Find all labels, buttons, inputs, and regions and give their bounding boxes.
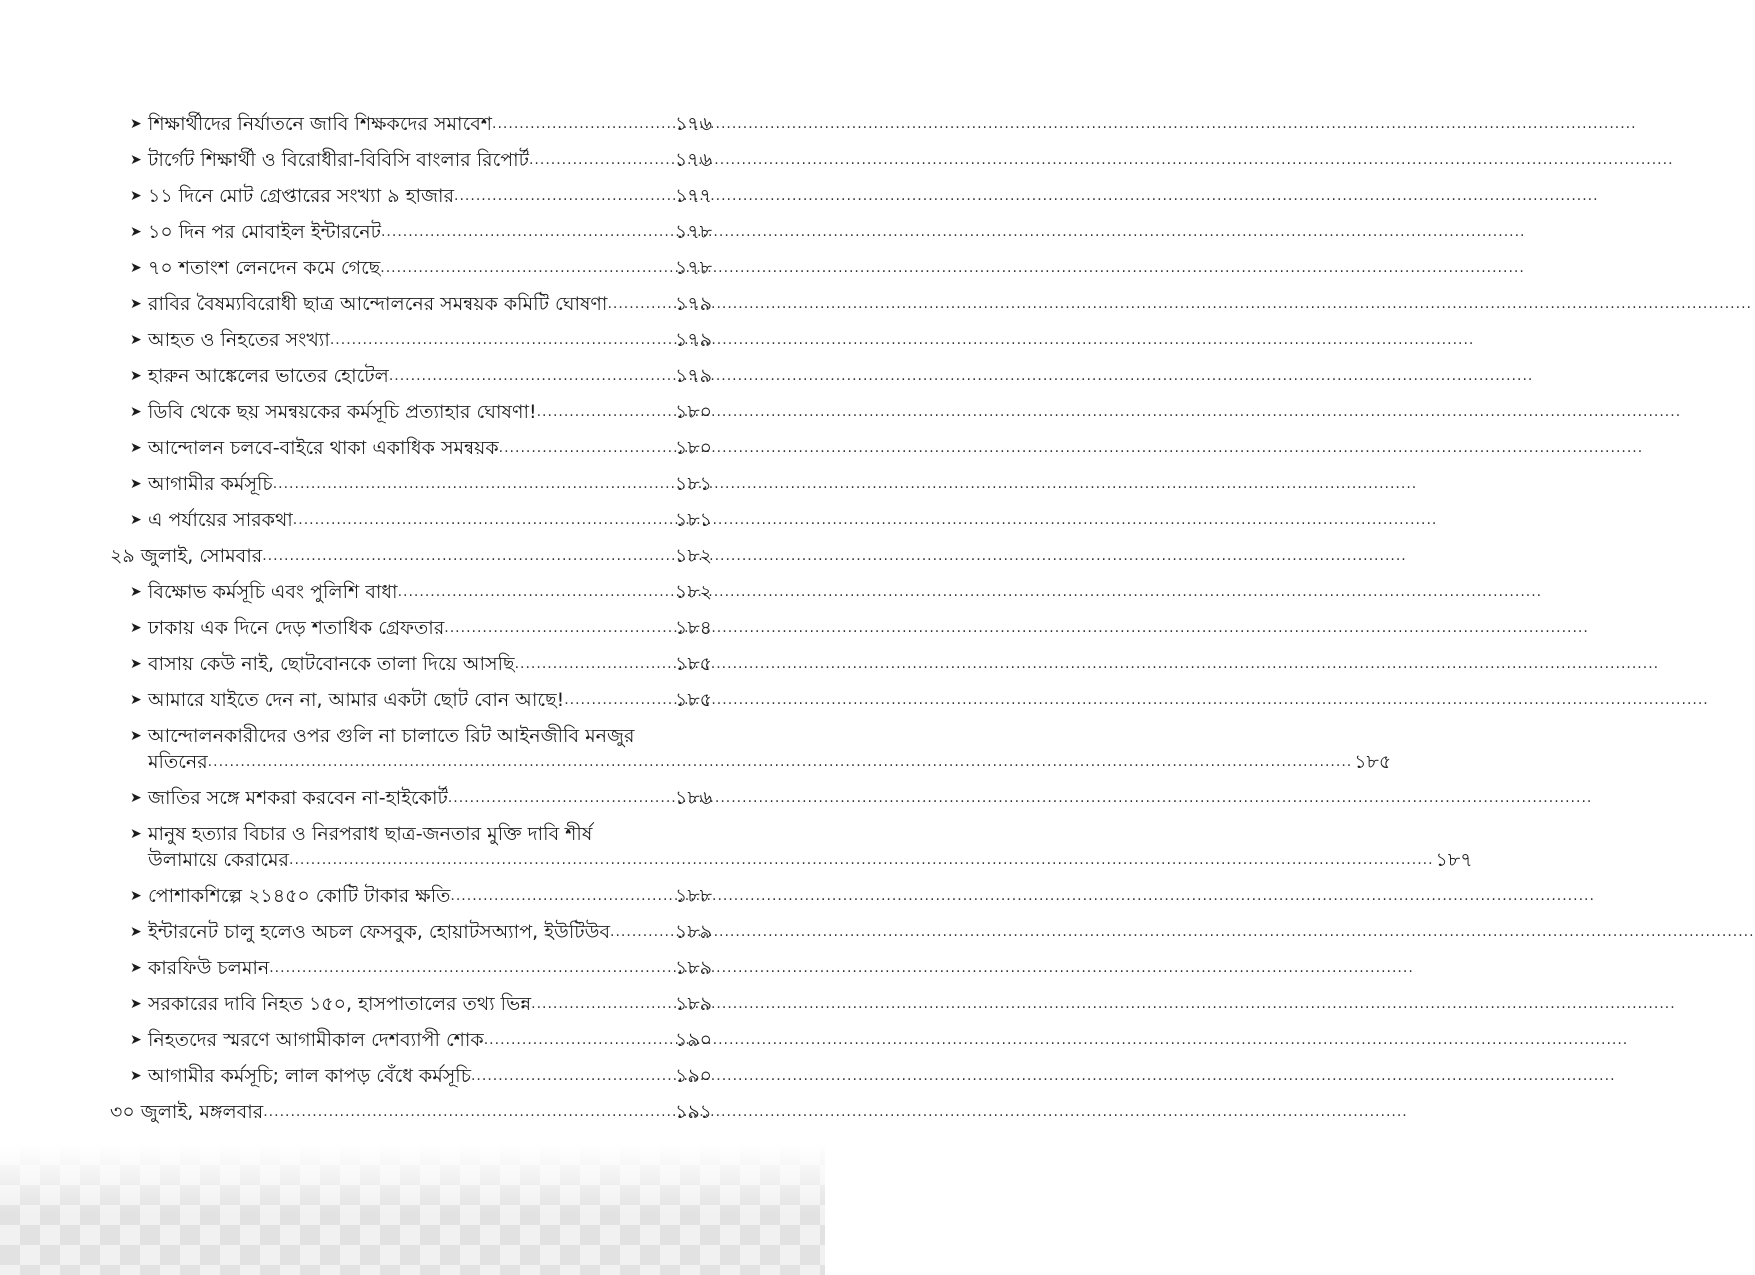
arrowhead-icon: ➤ bbox=[130, 512, 142, 528]
toc-entry-page: ১৮৯ bbox=[675, 993, 712, 1015]
toc-entry-page: ১৮৫ bbox=[675, 653, 712, 675]
toc-entry-page: ১৮৭ bbox=[1435, 849, 1473, 871]
toc-entry-page: ১৯০ bbox=[674, 1029, 712, 1051]
dot-leader bbox=[380, 256, 673, 280]
dot-leader bbox=[499, 436, 673, 460]
toc-entry-title: শিক্ষার্থীদের নির্যাতনে জাবি শিক্ষকদের সমাবেশ bbox=[148, 113, 493, 135]
toc-entry-title: ইন্টারনেট চালু হলেও অচল ফেসবুক, হোয়াটসঅ্যাপ, ইউটিউব bbox=[148, 921, 611, 943]
toc-entry-title: নিহতদের স্মরণে আগামীকাল দেশব্যাপী শোক bbox=[148, 1029, 484, 1051]
toc-entry-title: রাবির বৈষম্যবিরোধী ছাত্র আন্দোলনের সমন্বয়ক কমিটি ঘোষণা bbox=[148, 293, 608, 315]
arrowhead-icon: ➤ bbox=[130, 620, 142, 636]
arrowhead-icon: ➤ bbox=[130, 368, 142, 384]
arrowhead-icon: ➤ bbox=[130, 296, 142, 312]
toc-entry-page: ১৮৬ bbox=[674, 787, 712, 809]
toc-entry-page: ১৭৯ bbox=[674, 329, 712, 351]
arrowhead-icon: ➤ bbox=[130, 404, 142, 420]
toc-entry-page: ১৭৮ bbox=[674, 221, 712, 243]
dot-leader bbox=[389, 364, 673, 388]
dot-leader bbox=[515, 652, 673, 676]
dot-leader bbox=[381, 220, 673, 244]
toc-entry-page: ১৮৫ bbox=[1354, 751, 1392, 773]
toc-entry-title: ১০ দিন পর মোবাইল ইন্টারনেট bbox=[148, 221, 381, 243]
toc-section-title: ২৯ জুলাই, সোমবার bbox=[110, 545, 263, 567]
toc-entry-page: ১৮০ bbox=[674, 437, 712, 459]
toc-entry-page: ১৭৮ bbox=[674, 257, 712, 279]
toc-entry[interactable] bbox=[110, 580, 712, 604]
arrowhead-icon: ➤ bbox=[130, 584, 142, 600]
toc-entry-title-line1: মানুষ হত্যার বিচার ও নিরপরাধ ছাত্র-জনতার মুক্তি দাবি শীর্ষ bbox=[148, 823, 593, 845]
toc-entry[interactable] bbox=[110, 786, 712, 810]
toc-entry-title: ১১ দিনে মোট গ্রেপ্তারের সংখ্যা ৯ হাজার bbox=[148, 185, 455, 207]
toc-entry[interactable] bbox=[110, 472, 712, 496]
arrowhead-icon: ➤ bbox=[130, 188, 142, 204]
toc-entry-title-line2: উলামায়ে কেরামের bbox=[148, 849, 289, 871]
toc-entry-title: সরকারের দাবি নিহত ১৫০, হাসপাতালের তথ্য ভিন্ন bbox=[148, 993, 532, 1015]
toc-entry[interactable] bbox=[110, 148, 712, 172]
arrowhead-icon: ➤ bbox=[130, 1032, 142, 1048]
toc-section-page: ১৯১ bbox=[675, 1101, 712, 1123]
dot-leader bbox=[454, 184, 673, 208]
dot-leader bbox=[208, 750, 1353, 774]
toc-entry[interactable] bbox=[110, 220, 712, 244]
dot-leader bbox=[293, 508, 673, 532]
toc-entry-title: আহত ও নিহতের সংখ্যা bbox=[148, 329, 330, 351]
arrowhead-icon: ➤ bbox=[130, 224, 142, 240]
dot-leader bbox=[492, 112, 673, 136]
dot-leader bbox=[529, 148, 673, 172]
arrowhead-icon: ➤ bbox=[130, 826, 142, 842]
toc-entry[interactable] bbox=[110, 508, 712, 532]
toc-entry[interactable] bbox=[110, 920, 712, 944]
arrowhead-icon: ➤ bbox=[130, 260, 142, 276]
toc-entry-page: ১৭৭ bbox=[674, 185, 712, 207]
dot-leader bbox=[448, 786, 673, 810]
toc-entry-page: ১৭৯ bbox=[674, 365, 712, 387]
toc-entry-page: ১৮১ bbox=[675, 473, 712, 495]
toc-entry-title-line2: মতিনের bbox=[148, 751, 208, 773]
toc-section-heading[interactable] bbox=[110, 544, 712, 568]
toc-entry-page: ১৮২ bbox=[674, 581, 712, 603]
arrowhead-icon: ➤ bbox=[130, 692, 142, 708]
toc-entry[interactable] bbox=[110, 616, 712, 640]
toc-entry-title: আগামীর কর্মসূচি bbox=[148, 473, 273, 495]
toc-entry-page: ১৯০ bbox=[674, 1065, 712, 1087]
toc-entry-title: এ পর্যায়ের সারকথা bbox=[148, 509, 293, 531]
toc-entry-title: পোশাকশিল্পে ২১৪৫০ কোটি টাকার ক্ষতি bbox=[148, 885, 451, 907]
toc-entry[interactable] bbox=[110, 1028, 712, 1052]
toc-entry-page: ১৮৮ bbox=[675, 885, 712, 907]
toc-entry-title: আন্দোলন চলবে-বাইরে থাকা একাধিক সমন্বয়ক bbox=[148, 437, 499, 459]
dot-leader bbox=[450, 884, 673, 908]
toc-entry-page: ১৮৯ bbox=[675, 957, 712, 979]
toc-entry[interactable] bbox=[110, 256, 712, 280]
arrowhead-icon: ➤ bbox=[130, 790, 142, 806]
arrowhead-icon: ➤ bbox=[130, 960, 142, 976]
toc-entry-title: আগামীর কর্মসূচি; লাল কাপড় বেঁধে কর্মসূচি bbox=[148, 1065, 471, 1087]
arrowhead-icon: ➤ bbox=[130, 656, 142, 672]
dot-leader bbox=[537, 400, 673, 424]
arrowhead-icon: ➤ bbox=[130, 116, 142, 132]
toc-entry-page: ১৮৫ bbox=[675, 689, 712, 711]
toc-entry-title: আমারে যাইতে দেন না, আমার একটা ছোট বোন আছে! bbox=[148, 689, 565, 711]
dot-leader bbox=[289, 848, 1434, 872]
toc-entry-page: ১৮৪ bbox=[675, 617, 712, 639]
arrowhead-icon: ➤ bbox=[130, 476, 142, 492]
toc-section-heading[interactable] bbox=[110, 1100, 712, 1124]
toc-entry-title: জাতির সঙ্গে মশকরা করবেন না-হাইকোর্ট bbox=[148, 787, 448, 809]
toc-entry-title: ৭০ শতাংশ লেনদেন কমে গেছে bbox=[148, 257, 381, 279]
arrowhead-icon: ➤ bbox=[130, 728, 142, 744]
dot-leader bbox=[607, 292, 673, 316]
toc-entry-page: ১৮০ bbox=[674, 401, 712, 423]
pattern-fade bbox=[0, 1145, 825, 1215]
toc-entry[interactable] bbox=[110, 688, 712, 712]
toc-entry[interactable] bbox=[110, 884, 712, 908]
arrowhead-icon: ➤ bbox=[130, 996, 142, 1012]
toc-section-title: ৩০ জুলাই, মঙ্গলবার bbox=[110, 1101, 264, 1123]
arrowhead-icon: ➤ bbox=[130, 1068, 142, 1084]
arrowhead-icon: ➤ bbox=[130, 924, 142, 940]
toc-entry-page: ১৭৬ bbox=[674, 149, 712, 171]
toc-entry-page: ১৮১ bbox=[675, 509, 712, 531]
toc-entry[interactable] bbox=[110, 292, 712, 316]
toc-entry-title: ডিবি থেকে ছয় সমন্বয়কের কর্মসূচি প্রত্যাহার ঘোষণা! bbox=[148, 401, 537, 423]
dot-leader bbox=[531, 992, 673, 1016]
toc-entry-title: টার্গেট শিক্ষার্থী ও বিরোধীরা-বিবিসি বাংলার রিপোর্ট bbox=[148, 149, 529, 171]
dot-leader bbox=[263, 1100, 673, 1124]
dot-leader bbox=[262, 544, 673, 568]
toc-entry[interactable] bbox=[110, 956, 712, 980]
dot-leader bbox=[269, 956, 673, 980]
toc-entry-page: ১৭৯ bbox=[674, 293, 712, 315]
toc-entry[interactable] bbox=[110, 724, 1392, 774]
toc-entry-page: ১৮৯ bbox=[675, 921, 712, 943]
arrowhead-icon: ➤ bbox=[130, 152, 142, 168]
dot-leader bbox=[273, 472, 673, 496]
toc-entry[interactable] bbox=[110, 992, 712, 1016]
toc-entry[interactable] bbox=[110, 184, 712, 208]
dot-leader bbox=[330, 328, 673, 352]
toc-entry[interactable] bbox=[110, 400, 712, 424]
toc-section-page: ১৮২ bbox=[674, 545, 712, 567]
arrowhead-icon: ➤ bbox=[130, 888, 142, 904]
table-of-contents bbox=[110, 112, 1473, 1136]
toc-entry-title: কারফিউ চলমান bbox=[148, 957, 270, 979]
dot-leader bbox=[444, 616, 673, 640]
toc-entry[interactable] bbox=[110, 436, 712, 460]
toc-entry[interactable] bbox=[110, 112, 712, 136]
toc-entry-page: ১৭৬ bbox=[674, 113, 712, 135]
toc-entry[interactable] bbox=[110, 328, 712, 352]
dot-leader bbox=[398, 580, 673, 604]
toc-entry-title-line1: আন্দোলনকারীদের ওপর গুলি না চালাতে রিট আইনজীবি মনজুর bbox=[148, 725, 635, 747]
toc-entry[interactable] bbox=[110, 364, 712, 388]
dot-leader bbox=[610, 920, 673, 944]
dot-leader bbox=[484, 1028, 673, 1052]
toc-entry-title: হারুন আঙ্কেলের ভাতের হোটেল bbox=[148, 365, 389, 387]
arrowhead-icon: ➤ bbox=[130, 440, 142, 456]
toc-entry-title: বিক্ষোভ কর্মসূচি এবং পুলিশি বাধা bbox=[148, 581, 398, 603]
toc-entry[interactable] bbox=[110, 1064, 712, 1088]
dot-leader bbox=[471, 1064, 673, 1088]
toc-entry-title: বাসায় কেউ নাই, ছোটবোনকে তালা দিয়ে আসছি bbox=[148, 653, 515, 675]
toc-entry[interactable] bbox=[110, 652, 712, 676]
arrowhead-icon: ➤ bbox=[130, 332, 142, 348]
toc-entry-title: ঢাকায় এক দিনে দেড় শতাধিক গ্রেফতার bbox=[148, 617, 445, 639]
toc-entry[interactable] bbox=[110, 822, 1473, 872]
dot-leader bbox=[564, 688, 673, 712]
